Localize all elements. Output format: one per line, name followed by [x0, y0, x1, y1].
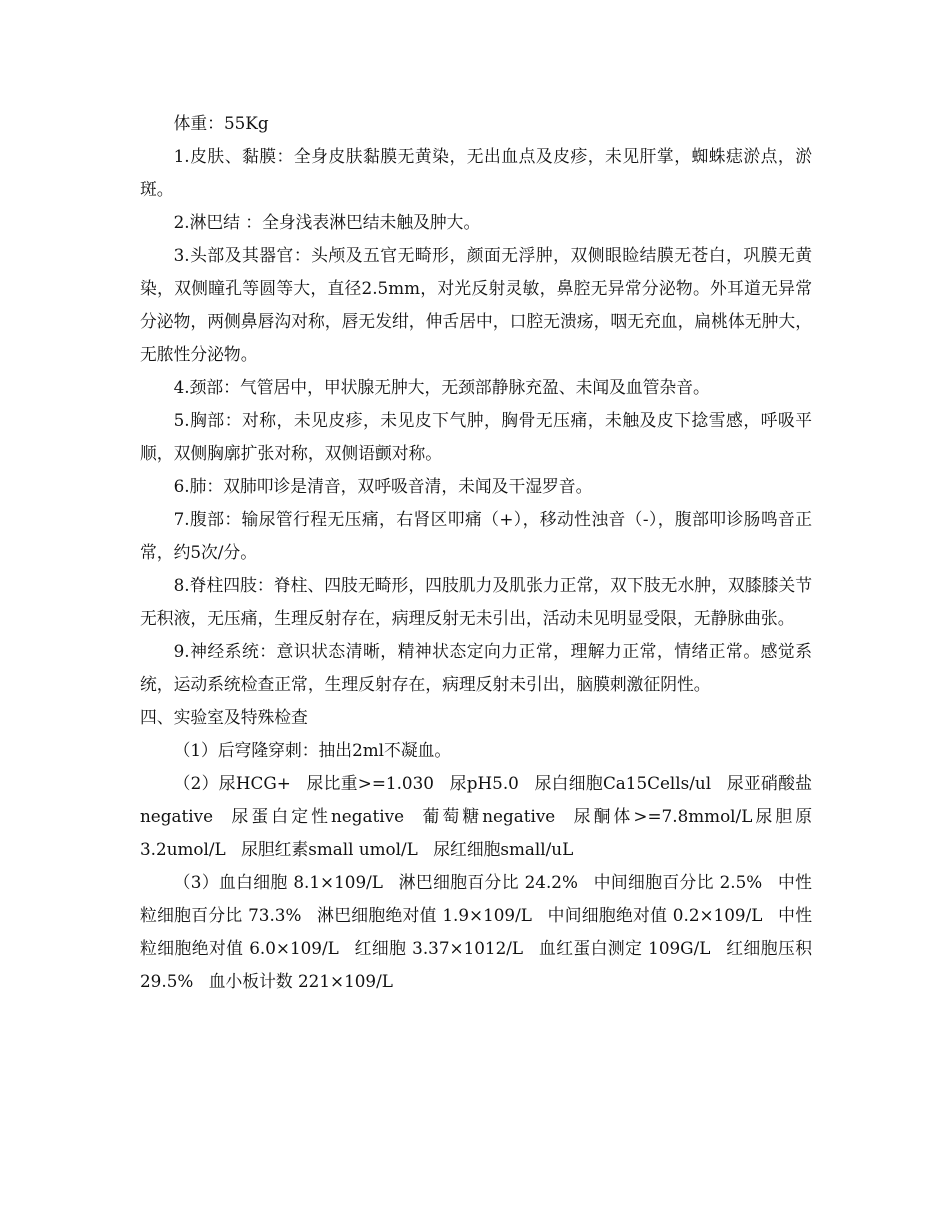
- blood-wbc: （3）血白细胞 8.1×109/L: [173, 872, 383, 892]
- exam-neck: 4.颈部：气管居中，甲状腺无肿大，无颈部静脉充盈、未闻及血管杂音。: [173, 377, 710, 397]
- exam-lymph: 2.淋巴结 ：全身浅表淋巴结未触及肿大。: [173, 212, 481, 232]
- blood-neut-pct: 中性粒细胞百分比 73.3%: [140, 872, 812, 925]
- lab-item-blood: [140, 866, 812, 998]
- exam-chest: 5.胸部：对称，未见皮疹，未见皮下气肿，胸骨无压痛，未触及皮下捻雪感，呼吸平顺，双侧胸廓扩张对称，双侧语颤对称。: [140, 410, 812, 463]
- lab-item-urine: [140, 767, 812, 866]
- urine-bilirubin: 尿胆红素small umol/L: [241, 839, 418, 859]
- blood-rbc: 红细胞 3.37×1012/L: [354, 938, 524, 958]
- urine-hcg: （2）尿HCG+: [173, 773, 291, 793]
- urine-protein: 尿蛋白定性negative: [231, 806, 405, 826]
- urine-wbc: 尿白细胞Ca15Cells/ul: [534, 773, 712, 793]
- exam-head: 3.头部及其器官：头颅及五官无畸形，颜面无浮肿，双侧眼睑结膜无苍白，巩膜无黄染，双侧瞳孔等圆等大，直径2.5mm，对光反射灵敏，鼻腔无异常分泌物。外耳道无异常分泌物，两侧鼻唇沟对称，唇无发绀，伸舌居中，口腔无溃疡，咽无充血，扁桃体无肿大，无脓性分泌物。: [140, 245, 812, 364]
- urine-specific-gravity: 尿比重>=1.030: [306, 773, 434, 793]
- exam-lung: 6.肺：双肺叩诊是清音，双呼吸音清，未闻及干湿罗音。: [173, 476, 593, 496]
- exam-abdomen: 7.腹部：输尿管行程无压痛，右肾区叩痛（+），移动性浊音（-），腹部叩诊肠鸣音正常，约5次/分。: [140, 509, 812, 562]
- section-heading-lab: 四、实验室及特殊检查: [140, 707, 308, 727]
- urine-nitrite: 尿亚硝酸盐negative: [140, 773, 812, 826]
- exam-nervous: 9.神经系统：意识状态清晰，精神状态定向力正常，理解力正常，情绪正常。感觉系统，运动系统检查正常，生理反射存在，病理反射未引出，脑膜刺激征阴性。: [140, 641, 812, 694]
- blood-hemoglobin: 血红蛋白测定 109G/L: [538, 938, 711, 958]
- urine-rbc: 尿红细胞small/uL: [433, 839, 574, 859]
- blood-mid-abs: 中间细胞绝对值 0.2×109/L: [547, 905, 763, 925]
- urine-ph: 尿pH5.0: [449, 773, 519, 793]
- exam-spine-limbs: 8.脊柱四肢：脊柱、四肢无畸形，四肢肌力及肌张力正常，双下肢无水肿，双膝膝关节无积液，无压痛，生理反射存在，病理反射无未引出，活动未见明显受限，无静脉曲张。: [140, 575, 812, 628]
- exam-skin: 1.皮肤、黏膜：全身皮肤黏膜无黄染，无出血点及皮疹，未见肝掌，蜘蛛痣淤点，淤斑。: [140, 146, 812, 199]
- urine-glucose: 葡萄糖negative: [422, 806, 556, 826]
- blood-platelet: 血小板计数 221×109/L: [208, 971, 393, 991]
- weight-line: 体重：55Kg: [173, 113, 269, 133]
- lab-item-puncture: （1）后穹隆穿刺：抽出2ml不凝血。: [173, 740, 452, 760]
- document-body: [140, 107, 812, 998]
- blood-neut-abs: 中性粒细胞绝对值 6.0×109/L: [140, 905, 812, 958]
- blood-lymph-pct: 淋巴细胞百分比 24.2%: [398, 872, 578, 892]
- blood-mid-pct: 中间细胞百分比 2.5%: [593, 872, 763, 892]
- blood-lymph-abs: 淋巴细胞绝对值 1.9×109/L: [317, 905, 532, 925]
- blood-hematocrit: 红细胞压积 29.5%: [140, 938, 812, 991]
- urine-ketone-urobilinogen: 尿酮体>=7.8mmol/L尿胆原3.2umol/L: [140, 806, 813, 859]
